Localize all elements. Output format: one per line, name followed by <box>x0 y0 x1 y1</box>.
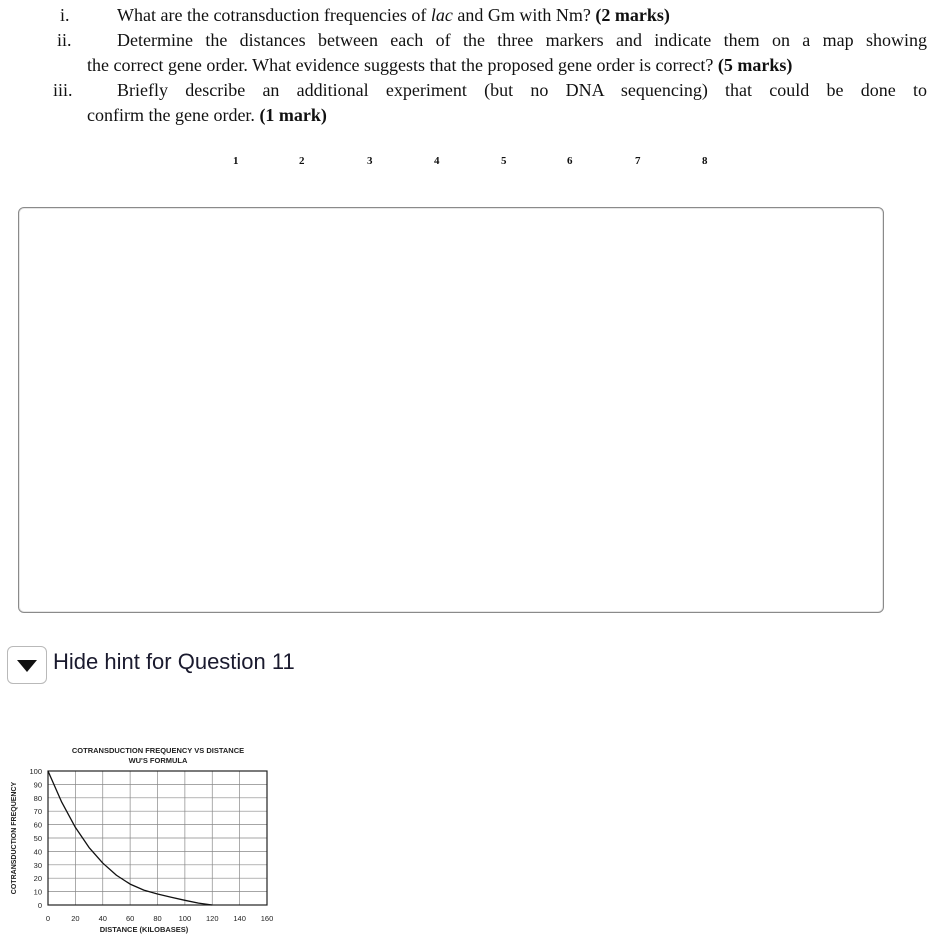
hint-toggle-button[interactable] <box>7 646 47 684</box>
x-axis-label: DISTANCE (KILOBASES) <box>99 925 189 934</box>
question-1-text-b: and Gm with Nm? <box>452 5 596 25</box>
x-tick-label: 20 <box>71 914 80 923</box>
column-number: 1 <box>233 155 239 167</box>
chart-title: COTRANSDUCTION FREQUENCY VS DISTANCE <box>71 746 245 755</box>
question-numeral: i. <box>60 5 70 25</box>
question-2-line-2 <box>87 55 792 76</box>
y-tick-label: 30 <box>33 860 42 870</box>
question-3-line-2 <box>87 105 327 126</box>
y-tick-label: 20 <box>33 874 42 884</box>
y-tick-label: 80 <box>33 793 42 803</box>
x-tick-label: 60 <box>125 914 135 923</box>
y-tick-label: 90 <box>33 780 42 790</box>
question-3-text: confirm the gene order. <box>87 105 260 125</box>
question-numeral: ii. <box>57 30 72 50</box>
column-number: 5 <box>501 155 507 167</box>
x-tick-label: 40 <box>98 914 107 923</box>
y-tick-label: 70 <box>33 807 42 817</box>
question-numeral: iii. <box>53 80 73 100</box>
x-tick-label: 100 <box>178 914 192 923</box>
x-tick-label: 160 <box>260 914 274 923</box>
question-2-text: the correct gene order. What evidence suggests that the proposed gene order is correct? <box>87 55 718 75</box>
answer-textarea[interactable] <box>18 207 884 613</box>
question-1-marks: (2 marks) <box>595 5 670 25</box>
column-number: 7 <box>635 155 641 167</box>
y-tick-label: 0 <box>37 901 42 910</box>
question-2-marks: (5 marks) <box>717 55 793 75</box>
y-tick-label: 40 <box>33 847 42 857</box>
x-tick-label: 80 <box>153 914 162 923</box>
column-number: 6 <box>567 155 573 167</box>
column-number: 2 <box>299 155 305 167</box>
y-tick-label: 100 <box>29 767 42 776</box>
y-tick-label: 50 <box>33 834 42 843</box>
chart-subtitle: WU'S FORMULA <box>128 756 188 765</box>
question-1-text <box>117 5 670 26</box>
triangle-down-icon <box>8 647 46 683</box>
column-number: 3 <box>367 155 373 167</box>
hint-label[interactable]: Hide hint for Question 11 <box>53 649 295 674</box>
column-number-row <box>0 155 936 171</box>
y-tick-label: 60 <box>33 820 42 830</box>
question-3-marks: (1 mark) <box>259 105 327 125</box>
lac-gene-name: lac <box>430 5 453 25</box>
column-number: 8 <box>702 155 708 167</box>
x-tick-label: 140 <box>233 914 246 923</box>
x-tick-label: 0 <box>45 914 51 923</box>
column-number: 4 <box>434 155 440 167</box>
question-3-line-1: Briefly describe an additional experiment (but no DNA sequencing) that could be done to <box>117 80 927 100</box>
question-1-text-a: What are the cotransduction frequencies of <box>117 5 431 25</box>
y-axis-label: COTRANSDUCTION FREQUENCY <box>11 781 18 895</box>
question-2-line-1: Determine the distances between each of the three markers and indicate them on a map showing <box>117 30 927 50</box>
cotransduction-chart <box>0 738 300 938</box>
y-tick-label: 10 <box>33 887 42 897</box>
x-tick-label: 120 <box>205 914 219 923</box>
